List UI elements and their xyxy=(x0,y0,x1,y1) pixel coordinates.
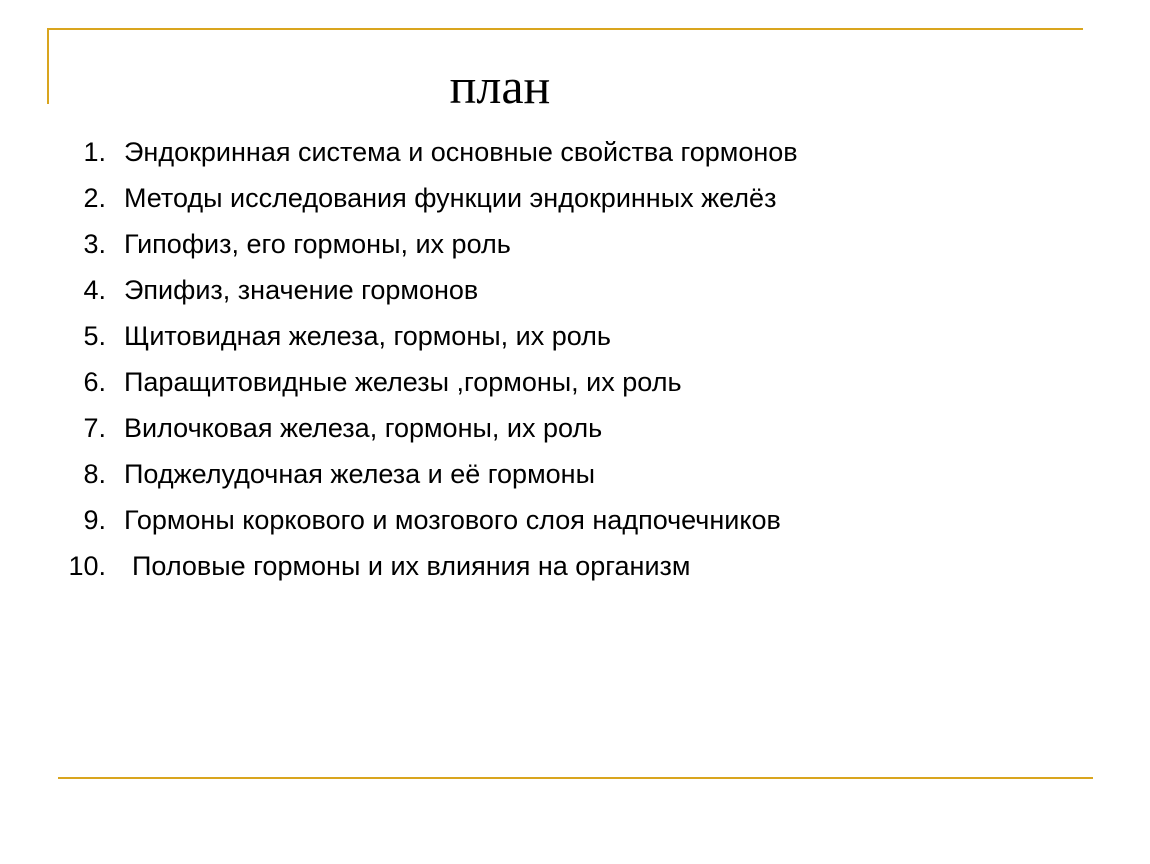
item-number: 10. xyxy=(68,551,106,581)
item-text: Поджелудочная железа и её гормоны xyxy=(124,459,595,489)
footer-rule xyxy=(58,777,1093,779)
item-number: 9. xyxy=(83,505,106,535)
item-text: Эндокринная система и основные свойства гормонов xyxy=(124,137,798,167)
item-text: Методы исследования функции эндокринных желёз xyxy=(124,183,777,213)
item-text: Гормоны коркового и мозгового слоя надпочечников xyxy=(124,505,781,535)
item-number: 1. xyxy=(83,137,106,167)
item-text: Вилочковая железа, гормоны, их роль xyxy=(124,413,603,443)
item-text: Эпифиз, значение гормонов xyxy=(124,275,479,305)
item-text: Паращитовидные железы ,гормоны, их роль xyxy=(124,367,682,397)
frame-top-rule xyxy=(47,28,1083,30)
slide-title: план xyxy=(449,58,551,114)
frame-left-rule xyxy=(47,28,49,104)
item-text: Щитовидная железа, гормоны, их роль xyxy=(124,321,611,351)
item-number: 6. xyxy=(83,367,106,397)
item-text: Половые гормоны и их влияния на организм xyxy=(132,551,691,581)
item-number: 8. xyxy=(83,459,106,489)
item-number: 5. xyxy=(83,321,106,351)
item-number: 3. xyxy=(83,229,106,259)
item-number: 4. xyxy=(83,275,106,305)
item-number: 2. xyxy=(83,183,106,213)
item-text: Гипофиз, его гормоны, их роль xyxy=(124,229,511,259)
item-number: 7. xyxy=(83,413,106,443)
